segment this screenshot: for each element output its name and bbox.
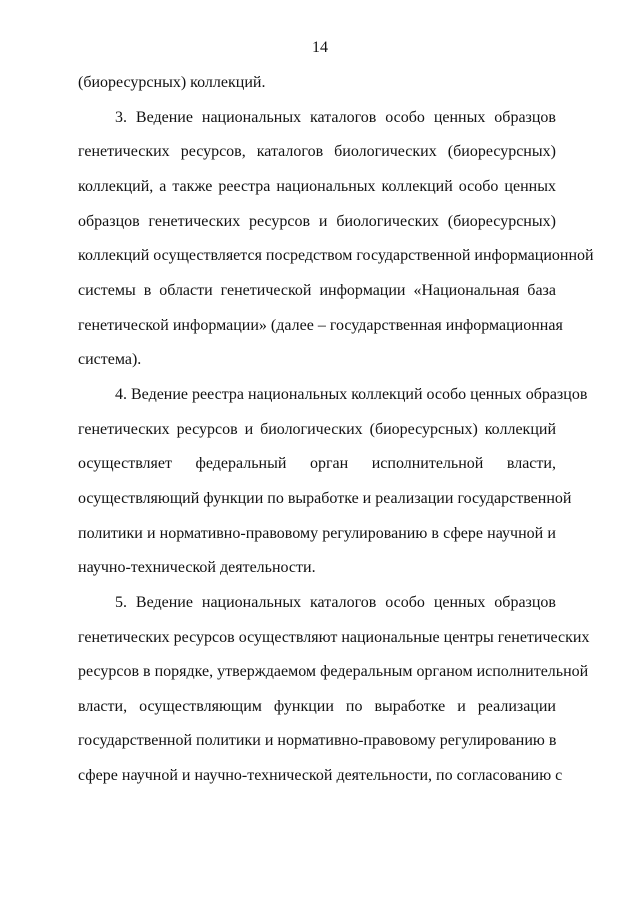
word: база bbox=[527, 281, 556, 299]
word: биологических bbox=[336, 212, 439, 230]
word: научно-технической bbox=[78, 559, 216, 577]
word: и bbox=[146, 524, 156, 542]
word: по bbox=[436, 767, 453, 785]
word: государственной bbox=[356, 247, 471, 265]
word: генетических bbox=[78, 628, 170, 646]
paragraph bbox=[78, 586, 590, 794]
word: 5. bbox=[115, 593, 127, 611]
word: исполнительной bbox=[371, 455, 484, 473]
word: Ведение bbox=[135, 593, 193, 611]
word: по bbox=[267, 489, 284, 507]
word: и bbox=[181, 767, 191, 785]
word: каталогов bbox=[309, 108, 377, 126]
word: биологических bbox=[260, 420, 363, 438]
text-line bbox=[78, 135, 556, 170]
word: области bbox=[159, 281, 213, 299]
word: ресурсов bbox=[249, 212, 311, 230]
word: власти, bbox=[506, 455, 556, 473]
word: национальных bbox=[248, 385, 348, 403]
word: регулированию bbox=[439, 732, 545, 750]
word: Ведение bbox=[131, 385, 189, 403]
word: органом bbox=[416, 663, 473, 681]
word: генетических bbox=[78, 143, 170, 161]
word: центры bbox=[443, 628, 494, 646]
word: коллекций bbox=[78, 247, 150, 265]
document-body bbox=[78, 66, 594, 794]
text-line bbox=[78, 621, 590, 656]
word: реестра bbox=[192, 385, 245, 403]
text-line bbox=[78, 447, 556, 482]
word: осуществляют bbox=[238, 628, 338, 646]
word: и bbox=[318, 212, 328, 230]
word: ресурсов bbox=[78, 663, 140, 681]
text-line bbox=[78, 690, 556, 725]
word: с bbox=[555, 767, 563, 785]
word: информационная bbox=[445, 316, 563, 334]
word: сфере bbox=[78, 767, 118, 785]
word: и bbox=[362, 489, 372, 507]
word: ресурсов, bbox=[180, 143, 246, 161]
word: генетических bbox=[497, 628, 590, 646]
word: информации bbox=[319, 281, 406, 299]
word: посредством bbox=[265, 247, 353, 265]
word: ресурсов bbox=[176, 420, 238, 438]
word: коллекций, bbox=[78, 177, 154, 195]
word: реестра bbox=[218, 177, 271, 195]
word: государственной bbox=[78, 732, 193, 750]
text-line bbox=[78, 482, 572, 517]
word: осуществляющим bbox=[139, 697, 262, 715]
word: осуществляющий bbox=[78, 489, 200, 507]
word: системы bbox=[78, 281, 136, 299]
paragraph bbox=[78, 101, 594, 378]
text-line bbox=[78, 205, 556, 240]
text-line bbox=[78, 759, 563, 794]
word: выработке bbox=[374, 697, 446, 715]
word: – bbox=[317, 316, 326, 334]
word: деятельности, bbox=[336, 767, 433, 785]
word: «Национальная bbox=[413, 281, 520, 299]
text-line bbox=[78, 101, 556, 136]
word: выработке bbox=[287, 489, 359, 507]
word: Ведение bbox=[135, 108, 193, 126]
word: осуществляет bbox=[78, 455, 172, 473]
text-line bbox=[78, 586, 556, 621]
word: ценных bbox=[504, 177, 556, 195]
word: коллекций. bbox=[190, 74, 266, 91]
word: деятельности. bbox=[219, 559, 316, 577]
word: генетических bbox=[78, 420, 170, 438]
word: каталогов bbox=[309, 593, 377, 611]
word: (биоресурсных) bbox=[447, 212, 556, 230]
word: генетических bbox=[148, 212, 241, 230]
word: особо bbox=[385, 593, 425, 611]
word: государственная bbox=[329, 316, 442, 334]
text-line bbox=[78, 551, 556, 586]
word: функции bbox=[203, 489, 264, 507]
word: 3. bbox=[115, 108, 127, 126]
paragraph bbox=[78, 378, 588, 586]
word: (биоресурсных) bbox=[369, 420, 478, 438]
word: национальных bbox=[201, 593, 302, 611]
word: ценных bbox=[433, 108, 486, 126]
word: власти, bbox=[78, 697, 128, 715]
word: особо bbox=[385, 108, 425, 126]
word: (биоресурсных) bbox=[78, 74, 187, 91]
word: образцов bbox=[494, 593, 556, 611]
word: регулированию bbox=[322, 524, 428, 542]
word: а bbox=[159, 177, 167, 195]
word: и bbox=[264, 732, 274, 750]
word: система). bbox=[78, 351, 142, 369]
text-line bbox=[78, 239, 594, 274]
word: национальные bbox=[341, 628, 440, 646]
word: образцов bbox=[78, 212, 140, 230]
word: и bbox=[244, 420, 254, 438]
word: национальных bbox=[201, 108, 302, 126]
word: государственной bbox=[457, 489, 572, 507]
text-line bbox=[78, 309, 563, 344]
word: (далее bbox=[270, 316, 314, 334]
word: особо bbox=[458, 177, 499, 195]
word: коллекций bbox=[351, 385, 423, 403]
text-line bbox=[78, 517, 556, 552]
word: функции bbox=[273, 697, 334, 715]
word: реализации bbox=[477, 697, 556, 715]
word: в bbox=[143, 663, 151, 681]
text-line bbox=[78, 724, 556, 759]
word: федеральный bbox=[195, 455, 287, 473]
word: сфере bbox=[443, 524, 484, 542]
word: ценных bbox=[433, 593, 486, 611]
text-line bbox=[78, 378, 588, 413]
word: и bbox=[457, 697, 466, 715]
word: исполнительной bbox=[476, 663, 589, 681]
word: информационной bbox=[474, 247, 594, 265]
word: в bbox=[431, 524, 439, 542]
word: политики bbox=[78, 524, 143, 542]
word: реализации bbox=[375, 489, 454, 507]
word: согласованию bbox=[456, 767, 552, 785]
word: по bbox=[345, 697, 363, 715]
word: каталогов bbox=[256, 143, 324, 161]
word: нормативно-правовому bbox=[159, 524, 319, 542]
word: информации» bbox=[172, 316, 267, 334]
word: ресурсов bbox=[173, 628, 235, 646]
word: образцов bbox=[494, 108, 556, 126]
text-line bbox=[78, 343, 556, 378]
word: генетической bbox=[78, 316, 169, 334]
text-line bbox=[78, 413, 556, 448]
word: 4. bbox=[115, 385, 127, 403]
text-line bbox=[78, 655, 589, 690]
word: особо bbox=[426, 385, 467, 403]
word: и bbox=[547, 524, 556, 542]
paragraph bbox=[78, 66, 556, 101]
page-number: 14 bbox=[312, 39, 328, 56]
word: политики bbox=[196, 732, 261, 750]
text-line bbox=[78, 170, 556, 205]
word: биологических bbox=[334, 143, 437, 161]
word: образцов bbox=[525, 385, 588, 403]
word: научно-технической bbox=[194, 767, 333, 785]
word: осуществляется bbox=[153, 247, 262, 265]
word: порядке, bbox=[154, 663, 214, 681]
word: федеральным bbox=[320, 663, 413, 681]
word: коллекций bbox=[484, 420, 556, 438]
text-line bbox=[78, 66, 556, 101]
word: утверждаемом bbox=[217, 663, 317, 681]
word: ценных bbox=[470, 385, 522, 403]
word: национальных bbox=[276, 177, 376, 195]
word: в bbox=[548, 732, 557, 750]
word: в bbox=[143, 281, 152, 299]
text-line bbox=[78, 274, 556, 309]
word: орган bbox=[309, 455, 349, 473]
word: также bbox=[172, 177, 213, 195]
word: коллекций bbox=[381, 177, 453, 195]
word: (биоресурсных) bbox=[447, 143, 556, 161]
word: научной bbox=[487, 524, 544, 542]
word: генетической bbox=[220, 281, 312, 299]
word: научной bbox=[121, 767, 178, 785]
word: нормативно-правовому bbox=[277, 732, 436, 750]
